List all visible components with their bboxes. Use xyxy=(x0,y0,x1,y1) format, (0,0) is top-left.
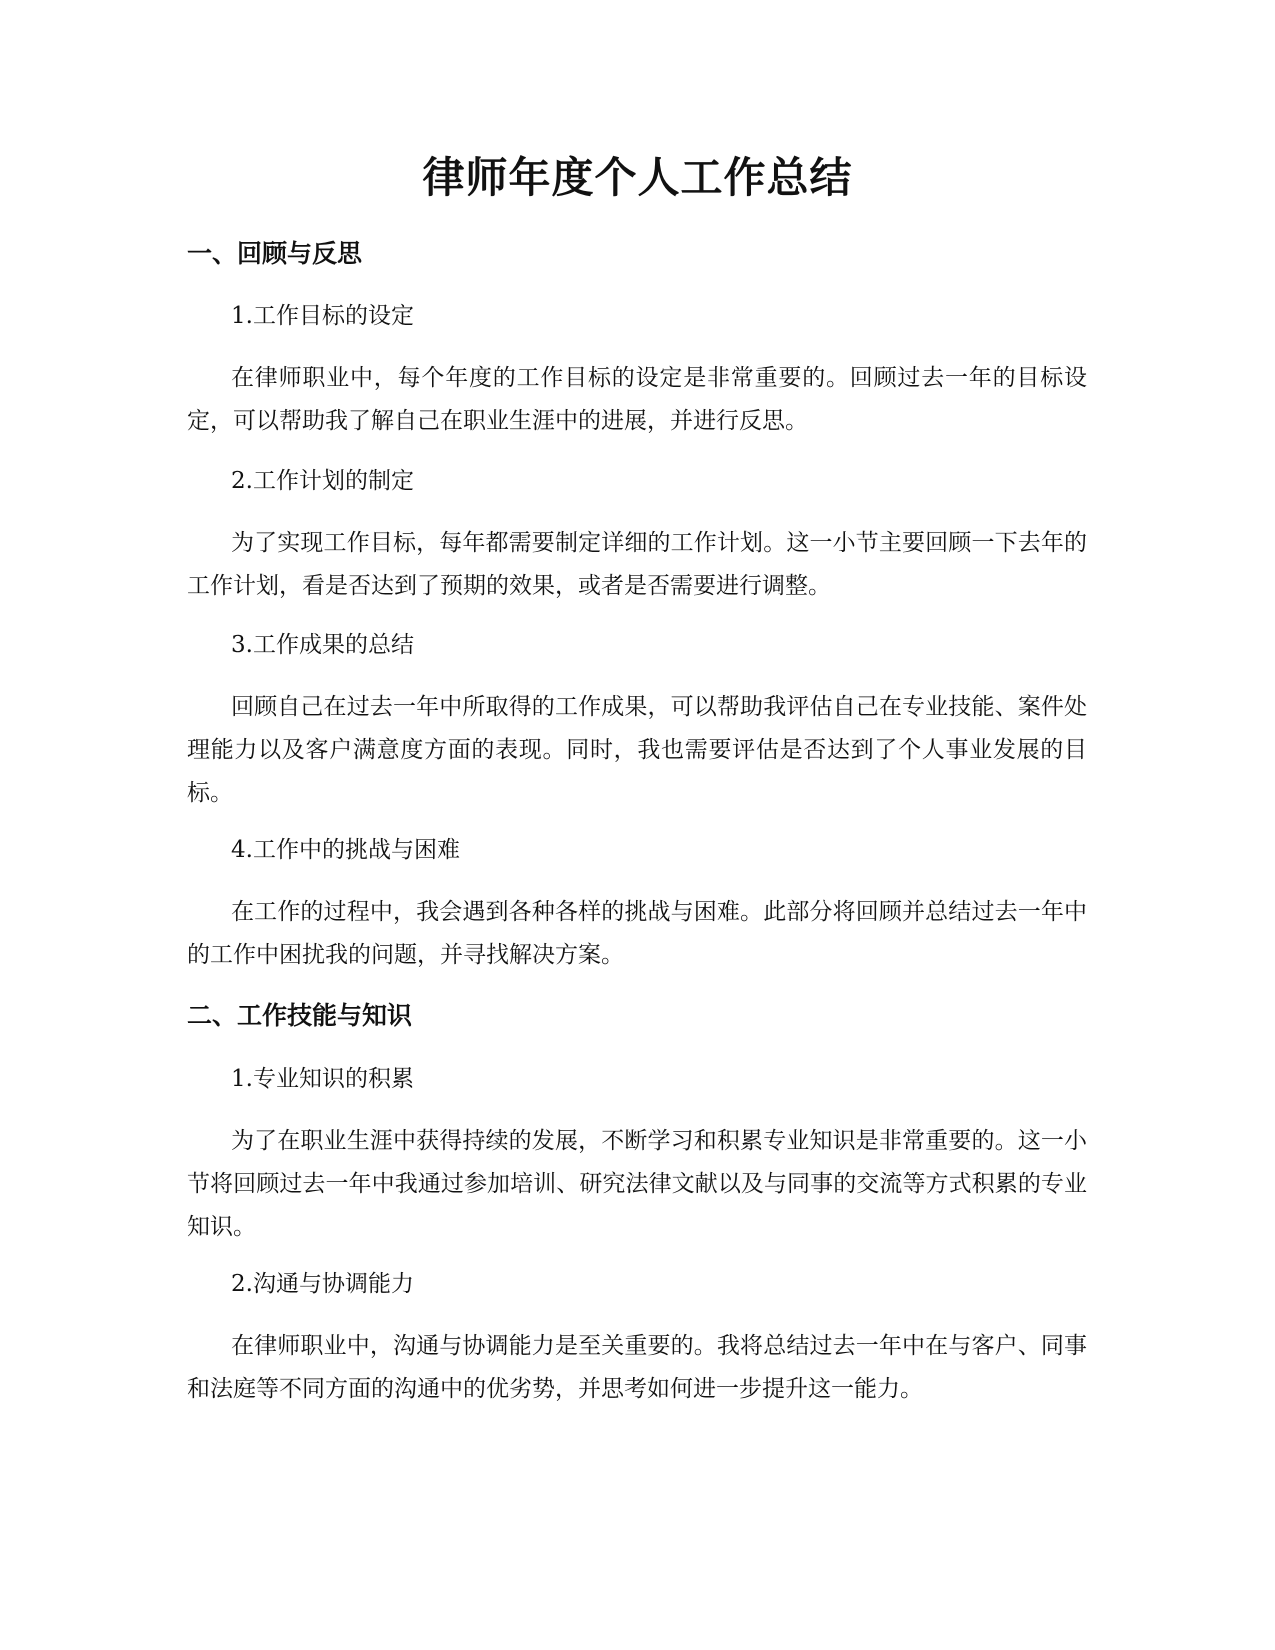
subheading-work-plan: 2.工作计划的制定 xyxy=(231,468,414,494)
paragraph-work-results: 回顾自己在过去一年中所取得的工作成果，可以帮助我评估自己在专业技能、案件处理能力以及客户满意度方面的表现。同时，我也需要评估是否达到了个人事业发展的目标。 xyxy=(187,694,1087,806)
paragraph-communication: 在律师职业中，沟通与协调能力是至关重要的。我将总结过去一年中在与客户、同事和法庭等不同方面的沟通中的优劣势，并思考如何进一步提升这一能力。 xyxy=(187,1333,1087,1402)
section-heading-skills: 二、工作技能与知识 xyxy=(187,1001,413,1030)
subheading-goal-setting: 1.工作目标的设定 xyxy=(231,303,414,329)
section-heading-review: 一、回顾与反思 xyxy=(187,239,363,268)
subheading-professional-knowledge: 1.专业知识的积累 xyxy=(231,1066,414,1092)
paragraph-challenges: 在工作的过程中，我会遇到各种各样的挑战与困难。此部分将回顾并总结过去一年中的工作中困扰我的问题，并寻找解决方案。 xyxy=(187,899,1087,968)
paragraph-work-plan: 为了实现工作目标，每年都需要制定详细的工作计划。这一小节主要回顾一下去年的工作计划，看是否达到了预期的效果，或者是否需要进行调整。 xyxy=(187,530,1087,599)
subheading-challenges: 4.工作中的挑战与困难 xyxy=(231,837,460,863)
document-title: 律师年度个人工作总结 xyxy=(422,153,853,202)
subheading-work-results: 3.工作成果的总结 xyxy=(231,632,414,658)
paragraph-goal-setting: 在律师职业中，每个年度的工作目标的设定是非常重要的。回顾过去一年的目标设定，可以帮助我了解自己在职业生涯中的进展，并进行反思。 xyxy=(187,365,1087,434)
subheading-communication: 2.沟通与协调能力 xyxy=(231,1271,414,1297)
paragraph-professional-knowledge: 为了在职业生涯中获得持续的发展，不断学习和积累专业知识是非常重要的。这一小节将回顾过去一年中我通过参加培训、研究法律文献以及与同事的交流等方式积累的专业知识。 xyxy=(187,1128,1087,1240)
